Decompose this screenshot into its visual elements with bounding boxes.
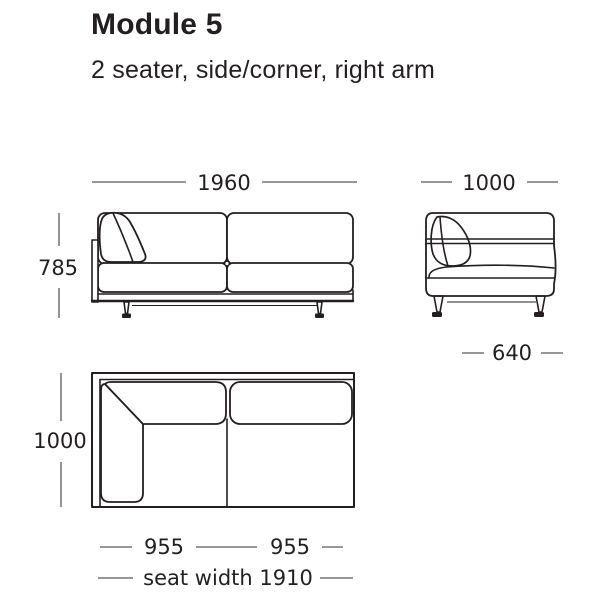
front-right-leg bbox=[315, 302, 324, 318]
side-view-drawing bbox=[426, 213, 556, 317]
top-back-cushion-right bbox=[230, 382, 352, 424]
front-back-cushion-right bbox=[227, 213, 353, 264]
dim-label-top-depth: 1000 bbox=[33, 429, 87, 453]
dim-label-seat-left: 955 bbox=[143, 535, 185, 559]
dim-side-depth bbox=[462, 341, 563, 365]
front-left-leg bbox=[122, 302, 131, 318]
dim-top-depth bbox=[33, 373, 86, 507]
side-left-leg bbox=[432, 296, 443, 317]
dim-label-side-width: 1000 bbox=[462, 171, 516, 195]
dim-front-width bbox=[92, 171, 357, 195]
page-subtitle: 2 seater, side/corner, right arm bbox=[91, 56, 436, 84]
top-view-drawing bbox=[92, 373, 354, 507]
cushion-junction-button bbox=[225, 261, 229, 265]
front-side-panel bbox=[92, 240, 98, 302]
page-title: Module 5 bbox=[91, 8, 223, 41]
dim-seat-width-total bbox=[98, 566, 353, 590]
dim-label-seat-right: 955 bbox=[269, 535, 311, 559]
front-view-drawing bbox=[92, 213, 353, 318]
dim-seat-right bbox=[270, 535, 343, 559]
dim-label-front-width: 1960 bbox=[197, 171, 251, 195]
dim-label-front-height: 785 bbox=[37, 256, 79, 280]
dim-side-width bbox=[421, 171, 558, 195]
front-seat-cushion-left bbox=[98, 263, 227, 292]
front-seat-cushion-right bbox=[227, 263, 353, 292]
dim-front-height bbox=[38, 213, 78, 318]
dim-label-side-depth: 640 bbox=[491, 341, 533, 365]
side-right-leg bbox=[534, 296, 545, 317]
dim-label-seat-width-total: seat width 1910 bbox=[143, 566, 313, 590]
dim-seat-left bbox=[100, 535, 257, 559]
